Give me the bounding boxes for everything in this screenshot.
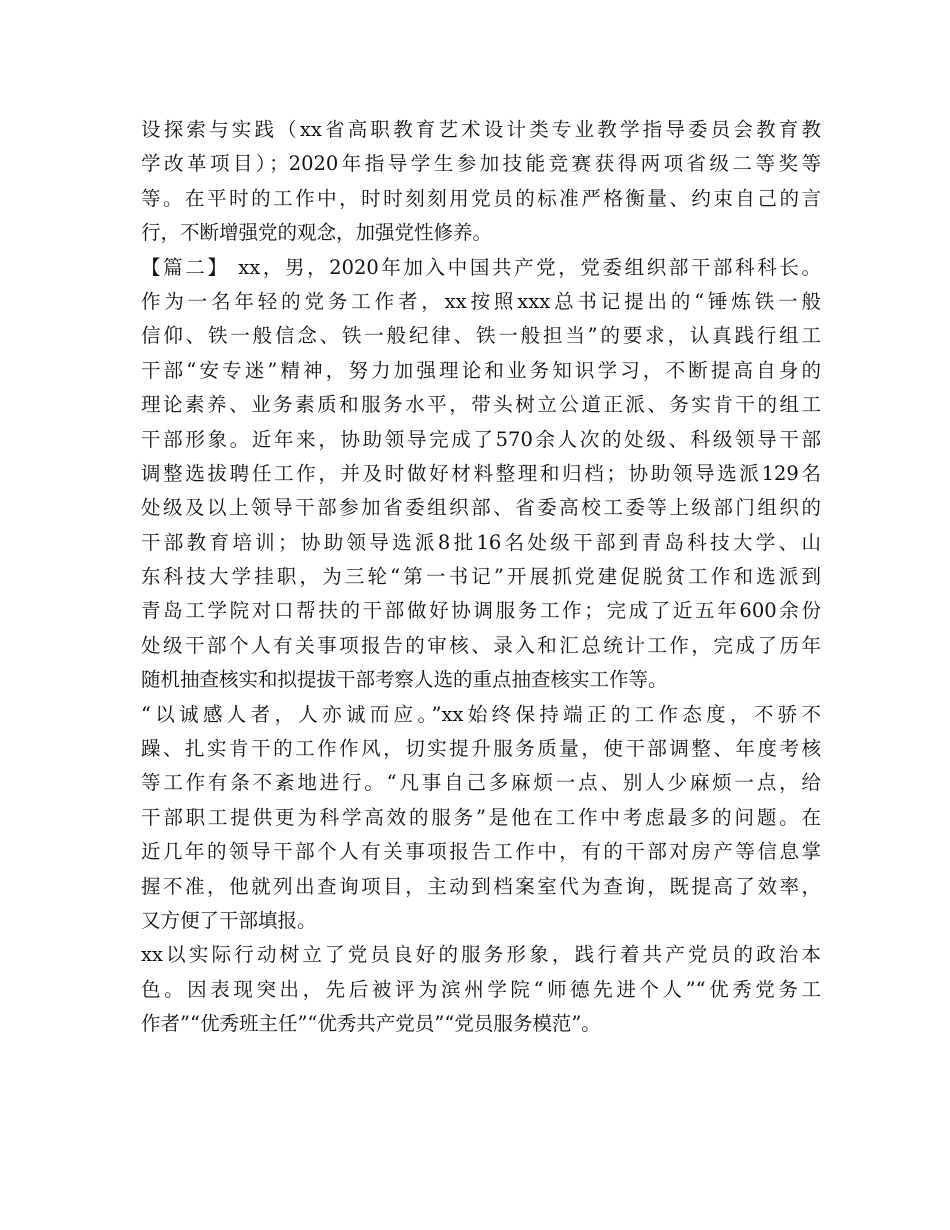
text-line: 又方便了干部填报。 (141, 908, 317, 932)
text-line: 色。因表现突出，先后被评为滨州学院“师德先进个人”“优秀党务工 (141, 977, 821, 1001)
text-line: 东科技大学挂职，为三轮“第一书记”开展抓党建促脱贫工作和选派到 (141, 565, 821, 589)
text-line: 干部“安专迷”精神，努力加强理论和业务知识学习，不断提高自身的 (141, 358, 821, 382)
text-line: 处级干部个人有关事项报告的审核、录入和汇总统计工作，完成了历年 (141, 633, 821, 657)
text-line: 干部职工提供更为科学高效的服务”是他在工作中考虑最多的问题。在 (141, 805, 821, 829)
text-line: 作为一名年轻的党务工作者，xx按照xxx总书记提出的“锤炼铁一般 (141, 289, 821, 313)
text-line: 处级及以上领导干部参加省委组织部、省委高校工委等上级部门组织的 (141, 496, 821, 520)
text-line: 握不准，他就列出查询项目，主动到档案室代为查询，既提高了效率， (141, 874, 821, 898)
text-line: “以诚感人者，人亦诚而应。”xx始终保持端正的工作态度，不骄不 (141, 702, 821, 726)
text-line: xx以实际行动树立了党员良好的服务形象，践行着共产党员的政治本 (141, 943, 821, 967)
text-line: 等。在平时的工作中，时时刻刻用党员的标准严格衡量、约束自己的言 (141, 186, 821, 210)
text-line: 行，不断增强党的观念，加强党性修养。 (141, 221, 493, 245)
text-line: 近几年的领导干部个人有关事项报告工作中，有的干部对房产等信息掌 (141, 840, 821, 864)
text-line: 干部教育培训；协助领导选派8批16名处级干部到青岛科技大学、山 (141, 530, 821, 554)
text-line: 躁、扎实肯干的工作作风，切实提升服务质量，使干部调整、年度考核 (141, 737, 821, 761)
text-line: 随机抽查核实和拟提拔干部考察人选的重点抽查核实工作等。 (141, 668, 668, 692)
text-line: 学改革项目）；2020年指导学生参加技能竞赛获得两项省级二等奖等 (141, 152, 821, 176)
document-body (141, 113, 821, 1042)
text-line: 信仰、铁一般信念、铁一般纪律、铁一般担当”的要求，认真践行组工 (141, 324, 821, 348)
text-line: 理论素养、业务素质和服务水平，带头树立公道正派、务实肯干的组工 (141, 393, 821, 417)
text-line: 等工作有条不紊地进行。“凡事自己多麻烦一点、别人少麻烦一点，给 (141, 771, 821, 795)
text-line: 作者”“优秀班主任”“优秀共产党员”“党员服务模范”。 (141, 1012, 601, 1036)
text-line: 调整选拔聘任工作，并及时做好材料整理和归档；协助领导选派129名 (141, 461, 821, 485)
text-line: 设探索与实践（xx省高职教育艺术设计类专业教学指导委员会教育教 (141, 118, 821, 141)
text-line: 【篇二】 xx，男，2020年加入中国共产党，党委组织部干部科科长。 (141, 255, 821, 279)
text-line: 干部形象。近年来，协助领导完成了570余人次的处级、科级领导干部 (141, 427, 821, 451)
text-line: 青岛工学院对口帮扶的干部做好协调服务工作；完成了近五年600余份 (141, 599, 821, 623)
